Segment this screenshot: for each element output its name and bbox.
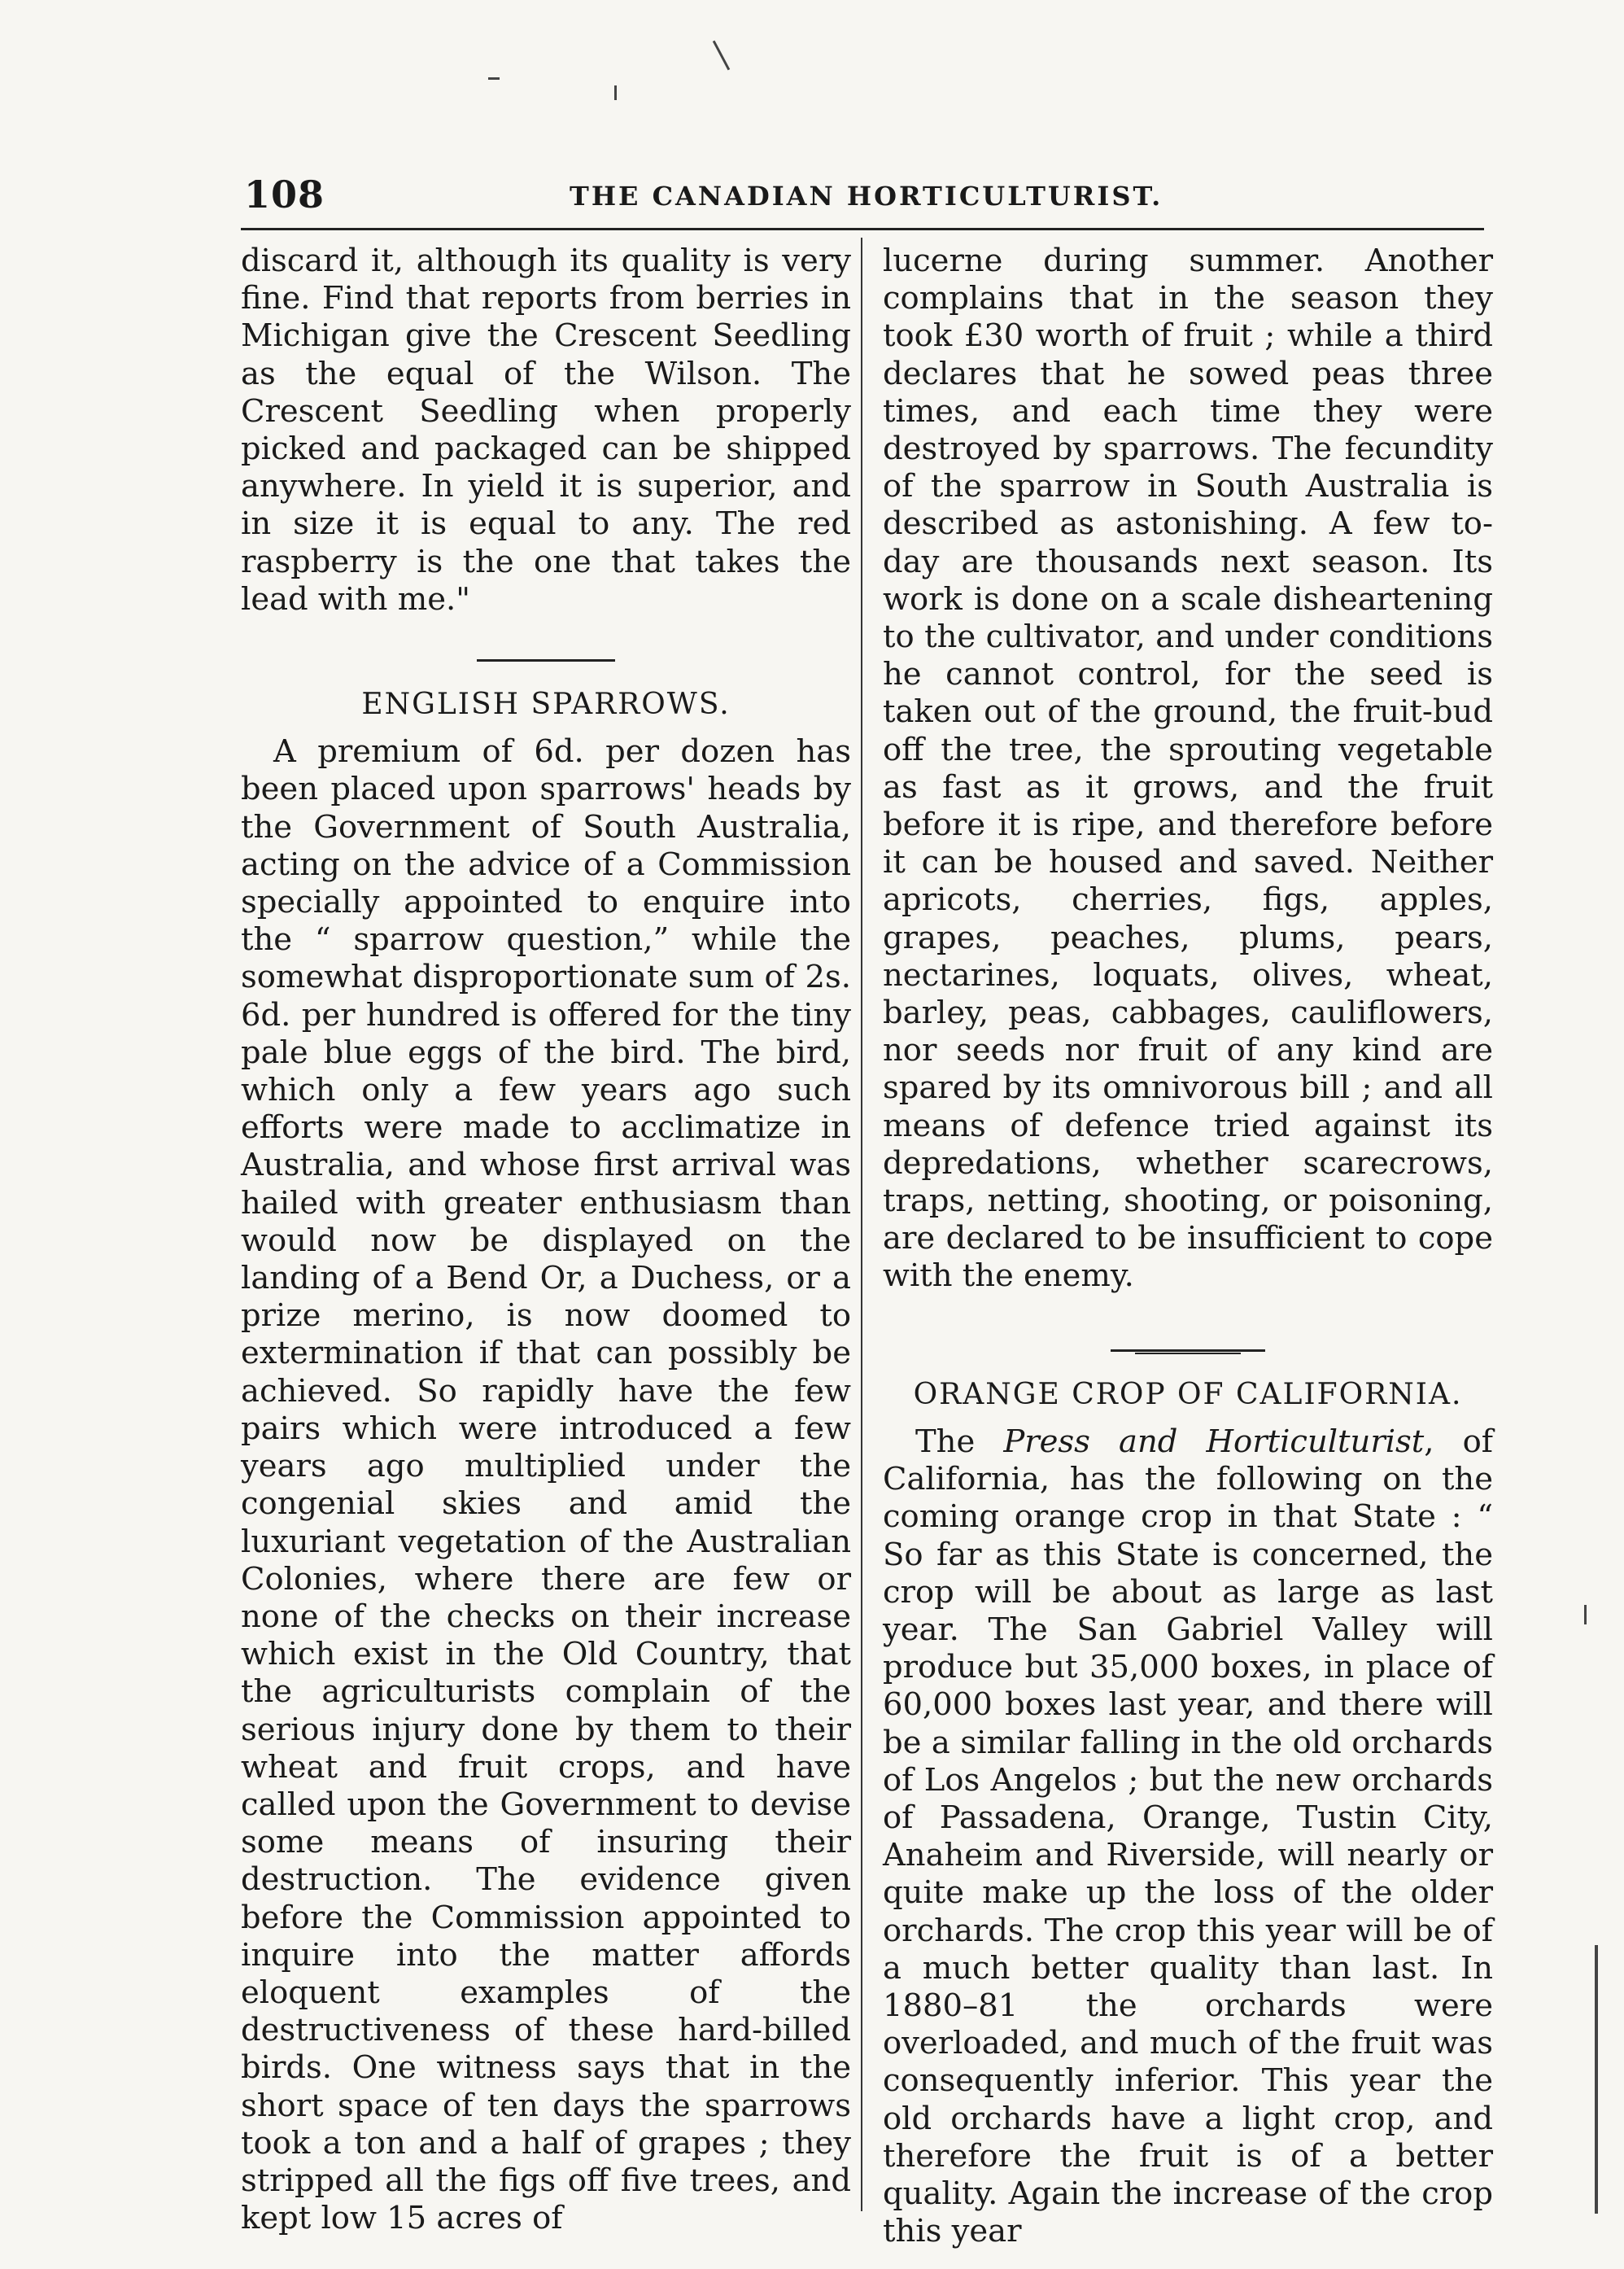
section-heading-orange-crop: ORANGE CROP OF CALIFORNIA. — [913, 1377, 1463, 1411]
section-heading-english-sparrows: ENGLISH SPARROWS. — [361, 688, 731, 722]
scan-mark — [713, 41, 730, 71]
article-lead: The — [915, 1423, 1004, 1460]
publication-title: Press and Horticulturist — [1003, 1423, 1425, 1460]
article-paragraph — [883, 1423, 1493, 2250]
running-title: THE CANADIAN HORTICULTURIST. — [570, 181, 1163, 212]
spacer — [241, 619, 851, 641]
scan-mark — [488, 77, 500, 80]
section-divider — [477, 659, 615, 662]
article-body: , of California, has the following on the coming orange crop in that State : “ So far as this State is concerned, the crop will be about as large as last year. The San Gabriel Valley will produce but 35,000 boxes, in place of 60,000 boxes last year, and there will be a similar falling in the old orchards of Los Angelos ; but the new orchards of Passadena, Orange, Tustin City, Anaheim and Riverside, will nearly or quite make up the loss of the older orchards. The crop this year will be of a much better quality than last. In 1880–81 the orchards were overloaded, and much of the fruit was consequently inferior. This year the old orchards have a light crop, and therefore the fruit is of a better quality. Again the increase of the crop this year — [883, 1423, 1494, 2250]
scan-mark — [614, 85, 617, 100]
scan-mark — [1595, 1945, 1598, 2214]
page-header — [244, 173, 1481, 221]
page-number: 108 — [244, 173, 325, 216]
continued-paragraph: discard it, although its quality is very fine. Find that reports from berries in Michigan give the Crescent Seedling as the equal of the Wilson. The Crescent Seedling when properly picked and packaged can be shipped anywhere. In yield it is superior, and in size it is equal to any. The red raspberry is the one that takes the lead with me." — [241, 243, 851, 618]
section-divider — [1111, 1349, 1265, 1352]
article-paragraph: A premium of 6d. per dozen has been placed upon sparrows' heads by the Government of South Australia, acting on the advice of a Commission specially appointed to enquire into the “ sparrow question,” while the somewhat disproportionate sum of 2s. 6d. per hundred is offered for the tiny pale blue eggs of the bird. The bird, which only a few years ago such efforts were made to acclimatize in Australia, and whose first arrival was hailed with greater enthusiasm than would now be displayed on the landing of a Bend Or, a Duchess, or a prize merino, is now doomed to extermination if that can possibly be achieved. So rapidly have the few pairs which were introduced a few years ago multiplied under the congenial skies and amid the luxuriant vegetation of the Australian Colonies, where there are few or none of the checks on their increase which exist in the Old Country, that the agriculturists complain of the serious injury done by them to their wheat and fruit crops, and have called upon the Government to devise some means of insuring their destruction. The evidence given before the Commission appointed to inquire into the matter affords eloquent examples of the destructiveness of these hard-billed birds. One witness says that in the short space of ten days the sparrows took a ton and a half of grapes ; they stripped all the figs off five trees, and kept low 15 acres of — [241, 733, 851, 2237]
scan-mark — [1584, 1605, 1587, 1624]
header-rule — [241, 228, 1484, 230]
spacer — [883, 1296, 1493, 1331]
continued-paragraph: lucerne during summer. Another complains that in the season they took £30 worth of fruit ; while a third declares that he sowed peas three times, and each time they were destroyed by sparrows. The fecundity of the sparrow in South Australia is described as astonishing. A few to-day are thousands next season. Its work is done on a scale disheartening to the cultivator, and under conditions he cannot control, for the seed is taken out of the ground, the fruit-bud off the tree, the sprouting vegetable as fast as it grows, and the fruit before it is ripe, and therefore before it can be housed and saved. Neither apricots, cherries, figs, apples, grapes, peaches, plums, pears, nectarines, loquats, olives, wheat, barley, peas, cabbages, cauliflowers, nor seeds nor fruit of any kind are spared by its omnivorous bill ; and all means of defence tried against its depredations, whether scarecrows, traps, netting, shooting, or poisoning, are declared to be insufficient to cope with the enemy. — [883, 243, 1493, 1295]
left-column — [241, 243, 851, 2237]
right-column — [883, 243, 1493, 2250]
column-divider — [861, 238, 862, 2211]
